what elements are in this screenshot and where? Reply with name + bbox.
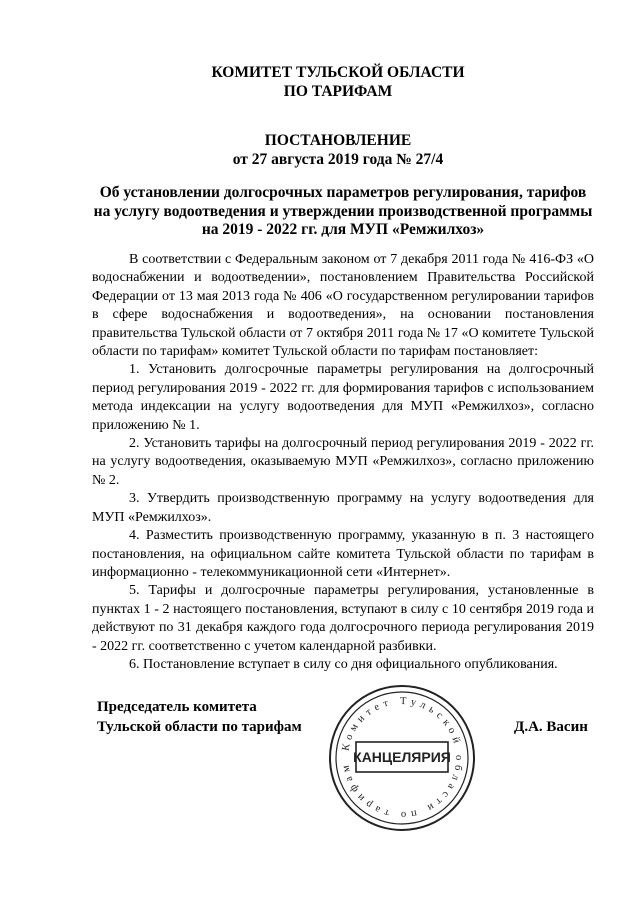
document-body <box>92 251 594 674</box>
document-heading <box>0 131 640 169</box>
organization-header <box>0 63 640 101</box>
paragraph-item-6: 6. Постановление вступает в силу со дня официального опубликования. <box>129 656 558 672</box>
paragraph-item-3: 3. Утвердить производственную программу на услугу водоотведения для МУП «Ремжилхоз». <box>92 491 594 525</box>
signature-block <box>97 697 302 737</box>
signer-title-line1: Председатель комитета <box>97 699 257 715</box>
document-date-number: от 27 августа 2019 года № 27/4 <box>232 151 444 168</box>
official-seal-stamp <box>326 682 478 834</box>
paragraph-item-1: 1. Установить долгосрочные параметры регулирования на долгосрочный период регулирования 2019 - 2022 гг. для формирования тарифов с использованием метода индексации на услугу водоотведения для МУП «Ремжилхоз», согласно приложению № 1. <box>92 362 594 433</box>
paragraph-item-2: 2. Установить тарифы на долгосрочный период регулирования 2019 - 2022 гг. на услугу водоотведения, оказываемую МУП «Ремжилхоз», согласно приложению № 2. <box>92 436 594 488</box>
org-name-line1: КОМИТЕТ ТУЛЬСКОЙ ОБЛАСТИ <box>211 64 465 81</box>
seal-center-text: КАНЦЕЛЯРИЯ <box>353 749 451 765</box>
paragraph-item-5: 5. Тарифы и долгосрочные параметры регулирования, установленные в пунктах 1 - 2 настоящего постановления, вступают в силу с 10 сентября 2019 года и действуют по 31 декабря каждого года долгосрочного периода регулирования 2019 - 2022 гг. соответственно с учетом календарной разбивки. <box>92 583 594 654</box>
document-type: ПОСТАНОВЛЕНИЕ <box>264 132 412 149</box>
seal-ring-text: Комитет Тульской области по тарифам <box>340 695 465 821</box>
signer-name: Д.А. Васин <box>514 719 588 735</box>
document-subject: Об установлении долгосрочных параметров регулирования, тарифов на услугу водоотведения и утверждении производственной программы на 2019 - 2022 гг. для МУП «Ремжилхоз» <box>93 184 593 238</box>
paragraph-preamble: В соответствии с Федеральным законом от 7 декабря 2011 года № 416-ФЗ «О водоснабжении и водоотведении», постановлением Правительства Российской Федерации от 13 мая 2013 года № 406 «О государственном регулировании тарифов в сфере водоснабжения и водоотведения», на основании постановления правительства Тульской области от 7 октября 2011 года № 17 «О комитете Тульской области по тарифам» комитет Тульской области по тарифам постановляет: <box>92 252 594 360</box>
org-name-line2: ПО ТАРИФАМ <box>283 83 393 100</box>
paragraph-item-4: 4. Разместить производственную программу, указанную в п. 3 настоящего постановления, на официальном сайте комитета Тульской области по тарифам в информационно - телекоммуникационной сети «Интернет». <box>92 528 594 580</box>
signer-title-line2: Тульской области по тарифам <box>97 719 302 735</box>
